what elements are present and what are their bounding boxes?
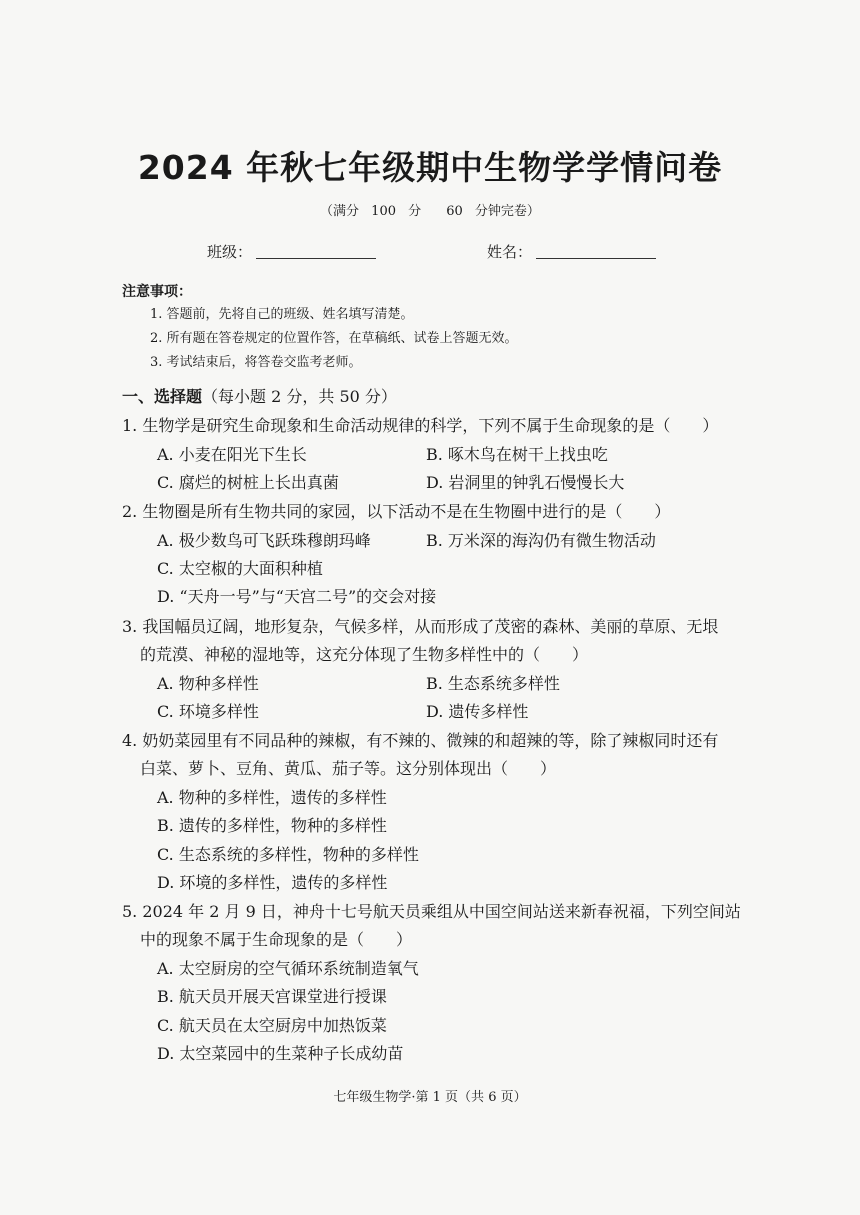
q5-option-c: C. 航天员在太空厨房中加热饭菜 (157, 1016, 387, 1035)
q1-option-a: A. 小麦在阳光下生长 (157, 445, 307, 464)
q5-option-a: A. 太空厨房的空气循环系统制造氧气 (157, 959, 419, 978)
name-label: 姓名： (487, 243, 533, 261)
section-title: 一、选择题 (122, 387, 203, 406)
q2-option-d: D. “天舟一号”与“天宫二号”的交会对接 (157, 587, 437, 606)
q1-option-d: D. 岩洞里的钟乳石慢慢长大 (426, 473, 625, 492)
q1-option-c: C. 腐烂的树桩上长出真菌 (157, 473, 339, 492)
q3-option-d: D. 遗传多样性 (426, 702, 529, 721)
section-detail: （每小题 2 分，共 50 分） (202, 387, 397, 406)
q3-option-c: C. 环境多样性 (157, 702, 259, 721)
question-4-stem-cont: 白菜、萝卜、豆角、黄瓜、茄子等。这分别体现出（ ） (140, 759, 557, 778)
question-5-stem-cont: 中的现象不属于生命现象的是（ ） (140, 930, 413, 949)
question-1-stem: 1. 生物学是研究生命现象和生命活动规律的科学，下列不属于生命现象的是（ ） (122, 416, 719, 435)
question-3-stem-cont: 的荒漠、神秘的湿地等，这充分体现了生物多样性中的（ ） (140, 645, 589, 664)
class-label: 班级： (207, 243, 253, 261)
question-5-stem: 5. 2024 年 2 月 9 日，神舟十七号航天员乘组从中国空间站送来新春祝福，下列空间站 (122, 902, 741, 921)
q4-option-d: D. 环境的多样性，遗传的多样性 (157, 873, 388, 892)
q2-option-b: B. 万米深的海沟仍有微生物活动 (426, 531, 656, 550)
notes-heading: 注意事项： (122, 284, 192, 300)
name-field (487, 241, 656, 262)
class-field (207, 241, 376, 262)
exam-title: 2024 年秋七年级期中生物学学情问卷 (137, 148, 723, 187)
note-item: 3. 考试结束后，将答卷交监考老师。 (150, 355, 362, 370)
note-item: 1. 答题前，先将自己的班级、姓名填写清楚。 (150, 307, 414, 322)
q3-option-b: B. 生态系统多样性 (426, 674, 560, 693)
q5-option-d: D. 太空菜园中的生菜种子长成幼苗 (157, 1044, 404, 1063)
q4-option-b: B. 遗传的多样性，物种的多样性 (157, 816, 387, 835)
page-footer: 七年级生物学·第 1 页（共 6 页） (333, 1090, 527, 1105)
note-item: 2. 所有题在答卷规定的位置作答，在草稿纸、试卷上答题无效。 (150, 331, 518, 346)
q2-option-a: A. 极少数鸟可飞跃珠穆朗玛峰 (157, 531, 371, 550)
name-blank[interactable] (536, 244, 656, 259)
q1-option-b: B. 啄木鸟在树干上找虫吃 (426, 445, 608, 464)
question-4-stem: 4. 奶奶菜园里有不同品种的辣椒，有不辣的、微辣的和超辣的等，除了辣椒同时还有 (122, 731, 719, 750)
question-3-stem: 3. 我国幅员辽阔，地形复杂，气候多样，从而形成了茂密的森林、美丽的草原、无垠 (122, 617, 719, 636)
q3-option-a: A. 物种多样性 (157, 674, 259, 693)
q5-option-b: B. 航天员开展天宫课堂进行授课 (157, 987, 387, 1006)
section-heading (122, 384, 397, 407)
q2-option-c: C. 太空椒的大面积种植 (157, 559, 323, 578)
class-blank[interactable] (256, 244, 376, 259)
question-2-stem: 2. 生物圈是所有生物共同的家园，以下活动不是在生物圈中进行的是（ ） (122, 502, 671, 521)
q4-option-a: A. 物种的多样性，遗传的多样性 (157, 788, 387, 807)
q4-option-c: C. 生态系统的多样性，物种的多样性 (157, 845, 419, 864)
exam-subtitle: （满分 100 分 60 分钟完卷） (320, 204, 540, 219)
